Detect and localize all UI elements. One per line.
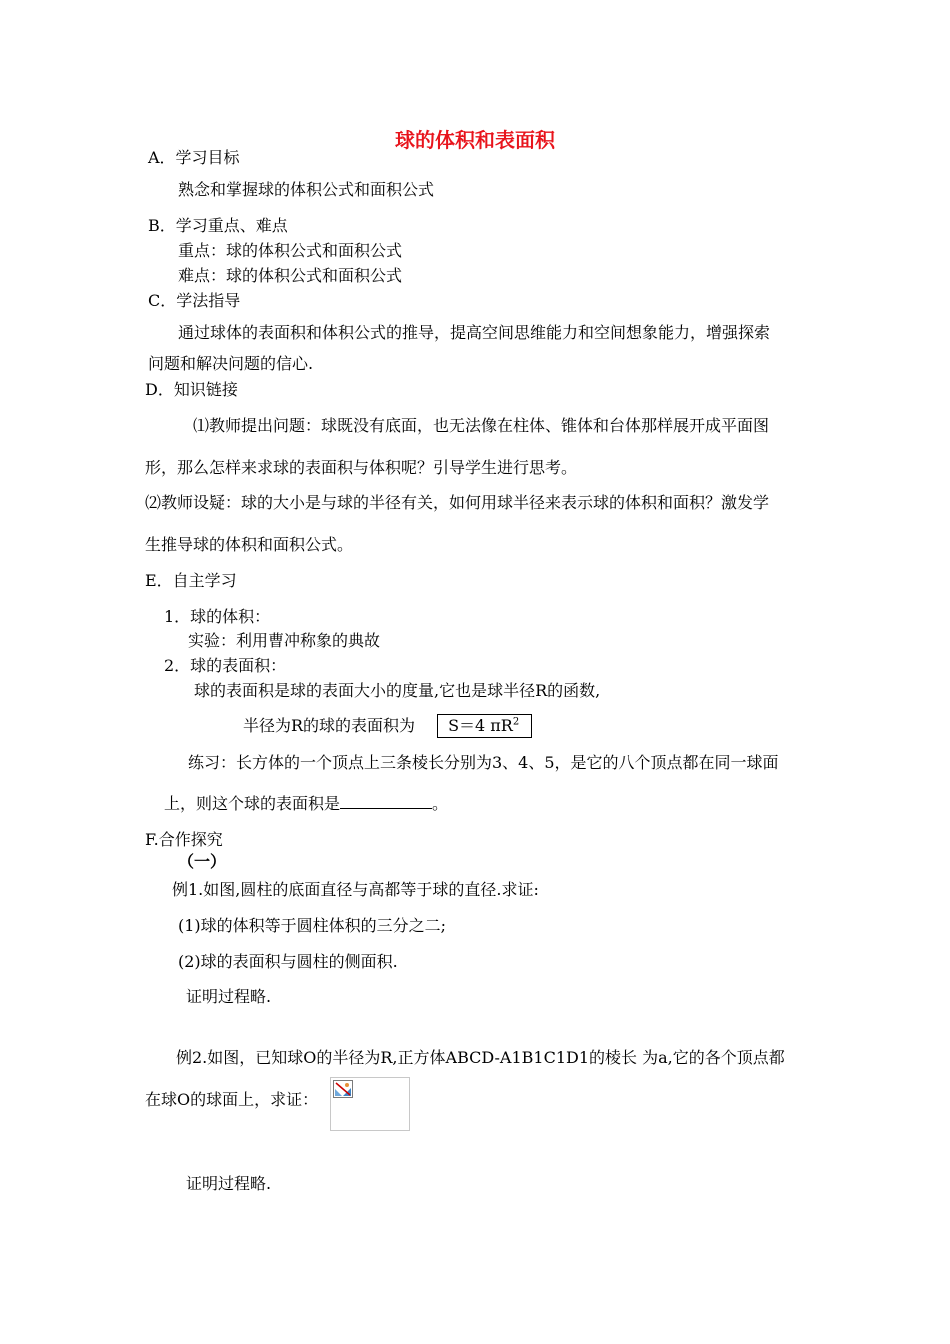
- section-d-p2-line1: ⑵教师设疑：球的大小是与球的半径有关，如何用球半径来表示球的体积和面积？激发学: [145, 493, 770, 512]
- page-title: 球的体积和表面积: [395, 128, 555, 152]
- exercise-line2-end: 。: [432, 794, 449, 813]
- proof2: 证明过程略.: [186, 1174, 272, 1193]
- section-c-heading: C．学法指导: [148, 291, 241, 310]
- figure-placeholder: [330, 1077, 410, 1131]
- section-d-p1-line2: 形，那么怎样来求球的表面积与体积呢？引导学生进行思考。: [145, 458, 578, 477]
- section-a-heading: A．学习目标: [148, 148, 240, 167]
- section-d-p1-line1: ⑴教师提出问题：球既没有底面，也无法像在柱体、锥体和台体那样展开成平面图: [193, 416, 770, 435]
- section-e-heading: E．自主学习: [145, 571, 237, 590]
- example2-line2: 在球O的球面上，求证：: [145, 1090, 319, 1109]
- section-f-sub: （一）: [178, 852, 227, 871]
- broken-image-icon: [333, 1080, 353, 1098]
- section-d-p2-line2: 生推导球的体积和面积公式。: [145, 535, 354, 554]
- example1-q2: (2)球的表面积与圆柱的侧面积.: [178, 952, 398, 971]
- section-d-heading: D．知识链接: [145, 380, 238, 399]
- example1: 例1.如图,圆柱的底面直径与高都等于球的直径.求证:: [172, 880, 539, 899]
- section-b-difficult: 难点：球的体积公式和面积公式: [178, 266, 403, 285]
- formula-label: 半径为R的球的表面积为: [243, 716, 416, 735]
- formula-text: S＝4 πR: [448, 716, 513, 735]
- formula-line: [243, 714, 532, 738]
- proof1: 证明过程略.: [186, 987, 272, 1006]
- example1-q1: (1)球的体积等于圆柱体积的三分之二;: [178, 916, 447, 935]
- section-e-item1-text: 实验：利用曹冲称象的典故: [188, 631, 381, 650]
- exercise-line2-text: 上，则这个球的表面积是: [164, 794, 341, 813]
- formula-superscript: 2: [512, 716, 520, 728]
- exercise-line2: [164, 794, 448, 814]
- section-c-line2: 问题和解决问题的信心.: [148, 354, 314, 373]
- section-e-item2-text: 球的表面积是球的表面大小的度量,它也是球半径R的函数,: [194, 681, 601, 700]
- section-b-key: 重点：球的体积公式和面积公式: [178, 241, 403, 260]
- section-a-text: 熟念和掌握球的体积公式和面积公式: [178, 180, 435, 199]
- answer-blank: [340, 794, 432, 809]
- section-e-item1: 1．球的体积：: [164, 607, 271, 626]
- section-b-heading: B．学习重点、难点: [148, 216, 288, 235]
- exercise-line1: 练习：长方体的一个顶点上三条棱长分别为3、4、5，是它的八个顶点都在同一球面: [188, 753, 779, 772]
- section-e-item2: 2．球的表面积：: [164, 656, 287, 675]
- example2-line1: 例2.如图，已知球O的半径为R,正方体ABCD-A1B1C1D1的棱长 为a,它的各个顶点都: [176, 1048, 785, 1067]
- section-c-line1: 通过球体的表面积和体积公式的推导，提高空间思维能力和空间想象能力，增强探索: [178, 323, 771, 342]
- section-f-heading: F.合作探究: [145, 830, 223, 849]
- formula-box: [437, 714, 532, 738]
